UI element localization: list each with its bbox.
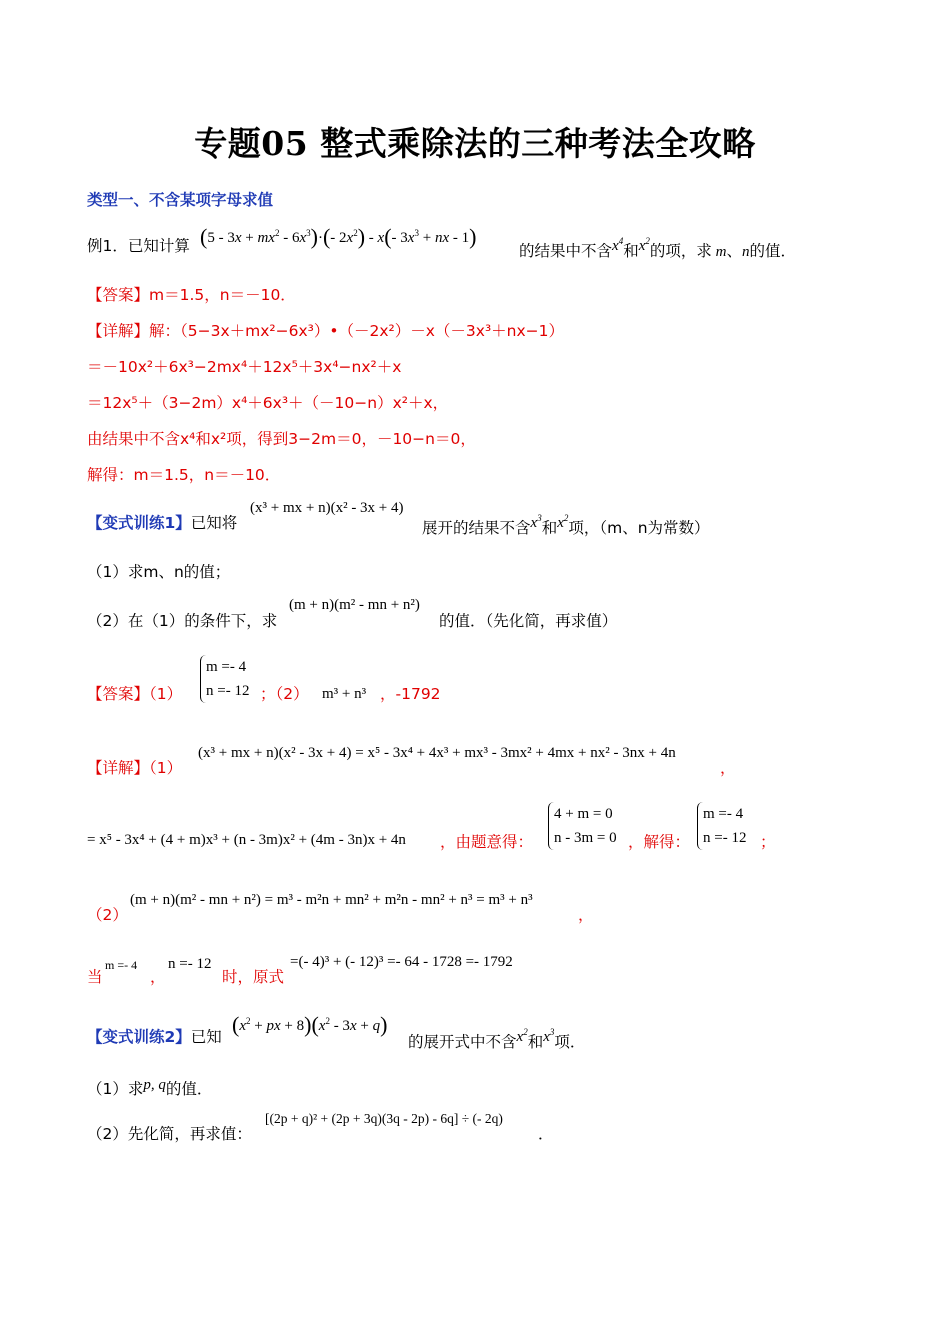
detail2-part1: （1） [149, 759, 183, 777]
section-heading: 类型一、不含某项字母求值 [87, 191, 274, 209]
detail2-line4: =(- 4)³ + (- 12)³ =- 64 - 1728 =- 1792 [290, 954, 513, 970]
page-title: 专题05 整式乘除法的三种考法全攻略 [194, 124, 756, 163]
detail1-line4: 由结果中不含x⁴和x²项，得到3−2m＝0，－10−n＝0， [87, 430, 476, 448]
detail2-line2: = x⁵ - 3x⁴ + (4 + m)x³ + (n - 3m)x² + (4m - 3n)x + 4n [87, 832, 406, 848]
variant2-q1 [87, 1075, 212, 1099]
variant1-q2-pre: （2）在（1）的条件下，求 [87, 612, 278, 630]
variant1-expression: (x³ + mx + n)(x² - 3x + 4) [250, 500, 404, 516]
answer2-tag-line [87, 684, 182, 704]
detail1-line3: ＝12x⁵＋（3−2m）x⁴＋6x³＋（－10−n）x²＋x， [87, 394, 449, 412]
variant1-q2-post: 的值．（先化简，再求值） [439, 612, 618, 630]
detail2-n-value: n =- 12 [168, 956, 212, 972]
detail2-when: 当 [87, 968, 103, 986]
example1-and: 和 [623, 242, 639, 260]
variant2-pre: 已知 [190, 1028, 222, 1046]
detail2-system2 [697, 802, 746, 850]
variant1-post: 项，（m、n为常数） [568, 519, 710, 537]
detail2-sys1-b: n - 3m = 0 [554, 830, 617, 846]
variant2-tag: 【变式训练2】 [87, 1028, 191, 1046]
detail2-comma1: ， [720, 759, 736, 777]
detail2-solve: ，解得： [628, 833, 691, 851]
variant2-q2-post: ． [538, 1125, 554, 1143]
variant1-q2 [87, 611, 277, 631]
variant2-line [87, 1027, 222, 1047]
variant2-mid: 的展开式中不含 [408, 1033, 517, 1051]
detail2-cond: ，由题意得： [440, 833, 534, 851]
variant1-mid: 展开的结果不含 [422, 519, 531, 537]
example1-line [87, 236, 190, 256]
detail2-system1 [548, 802, 617, 850]
detail2-tag-line [87, 758, 182, 778]
answer1-tag: 【答案】 [87, 286, 150, 304]
detail2-line3: (m + n)(m² - mn + n²) = m³ - m²n + mn² + m²n - mn² + n³ = m³ + n³ [130, 892, 533, 908]
detail2-comma3: ， [578, 906, 594, 924]
detail2-part2: （2） [87, 906, 128, 924]
detail2-semicolon: ； [760, 833, 776, 851]
detail1-tag: 【详解】 [87, 322, 150, 340]
variant1-q2-expression: (m + n)(m² - mn + n²) [289, 597, 420, 613]
detail2-sys1-a: 4 + m = 0 [554, 806, 613, 822]
answer2-part1: （1） [149, 685, 183, 703]
variant2-tail: 的展开式中不含$x^2$和$x^3$项． [408, 1027, 586, 1051]
variant2-post: 项． [554, 1033, 586, 1051]
variant1-q1: （1）求m、n的值； [87, 563, 231, 581]
variant1-tag: 【变式训练1】 [87, 514, 191, 532]
example1-text-a: 的结果中不含 [519, 242, 613, 260]
example1-label: 例1．已知计算 [87, 237, 190, 255]
example1-expression: $(5 - 3x + mx^2 - 6x^3)\cdot(-$ $2x^2) - x(-$ $3x^3$ + nx - 1) [200, 224, 477, 249]
detail2-sys2-a: m =- 4 [703, 806, 744, 822]
detail2-orig: 时，原式 [222, 968, 285, 986]
answer2-sep: ；（2） [260, 685, 309, 703]
variant2-expression: ($x^2$ + px + $8)(x^2 - 3x + q)$ [232, 1012, 388, 1037]
variant1-and: 和 [541, 519, 558, 537]
answer1-text: m＝1.5，n＝－10． [149, 286, 296, 304]
detail1-text1: 解：（5−3x＋mx²−6x³）•（－2x²）－x（－3x³＋nx−1） [149, 322, 565, 340]
variant2-q2-pre: （2）先化简，再求值： [87, 1125, 252, 1143]
example1-text-b: 的项，求 [649, 242, 712, 260]
detail2-comma4: ， [150, 968, 166, 986]
variant2-and: 和 [527, 1033, 544, 1051]
variant2-q1-pre: （1）求 [87, 1080, 144, 1098]
detail1-line2: ＝－10x²＋6x³−2mx⁴＋12x⁵＋3x⁴−nx²＋x [87, 358, 402, 376]
answer2-tag: 【答案】 [87, 685, 150, 703]
variant1-line [87, 513, 237, 533]
variant1-tail: 展开的结果不含$x^3$和$x^2$项，（m、n为常数） [422, 513, 710, 537]
detail1-line5: 解得：m＝1.5，n＝－10． [87, 466, 281, 484]
answer2-expression: m³ + n³ [322, 686, 367, 702]
answer2-n: n =- 12 [206, 683, 250, 699]
answer2-value: ，-1792 [380, 685, 441, 703]
answer2-system [200, 655, 249, 703]
variant1-pre: 已知将 [190, 514, 238, 532]
variant2-q1-expr: p, q [143, 1077, 166, 1093]
example1-text-c: 的值． [749, 242, 797, 260]
variant2-q2 [87, 1124, 252, 1144]
detail2-m-value: m =- 4 [105, 958, 138, 972]
detail2-tag: 【详解】 [87, 759, 150, 777]
example1-tail: 的结果中不含$x^4$和$x^2$的项，求 m、n的值． [519, 236, 797, 260]
detail1-line1 [87, 321, 564, 341]
answer2-m: m =- 4 [206, 659, 247, 675]
variant2-q1-post: 的值． [165, 1080, 213, 1098]
detail2-line1: (x³ + mx + n)(x² - 3x + 4) = x⁵ - 3x⁴ + 4x³ + mx³ - 3mx² + 4mx + nx² - 3nx + 4n [198, 745, 676, 761]
detail2-sys2-b: n =- 12 [703, 830, 747, 846]
variant2-q2-expression: [(2p + q)² + (2p + 3q)(3q - 2p) - 6q] ÷ (- 2q) [265, 1111, 503, 1126]
answer1 [87, 285, 296, 305]
